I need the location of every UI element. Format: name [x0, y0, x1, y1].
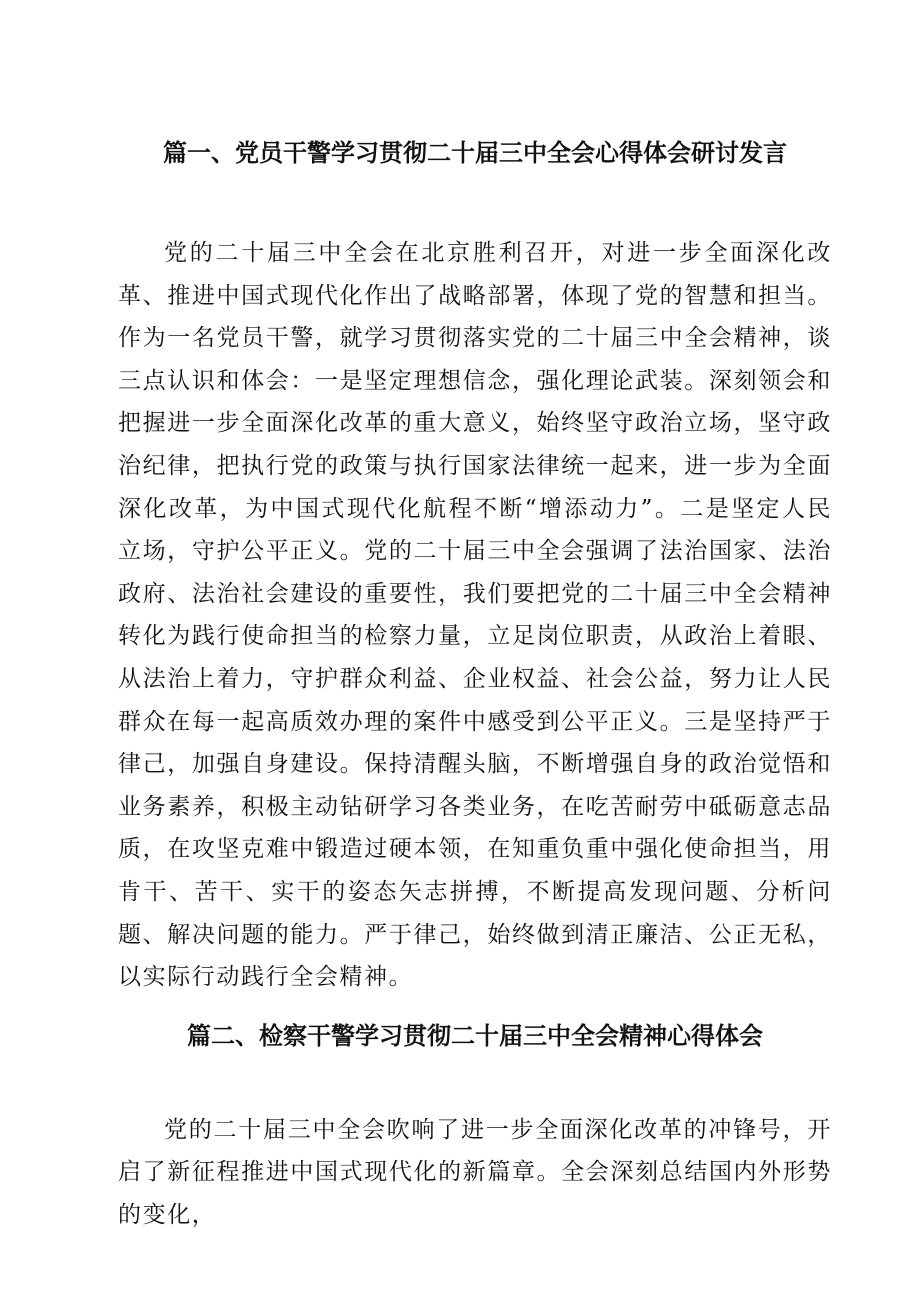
section-2-title: 篇二、检察干警学习贯彻二十届三中全会精神心得体会 — [187, 1021, 763, 1050]
section-2-body: 党的二十届三中全会吹响了进一步全面深化改革的冲锋号，开启了新征程推进中国式现代化的新篇章。全会深刻总结国内外形势的变化， — [118, 1116, 832, 1228]
section-1-body: 党的二十届三中全会在北京胜利召开，对进一步全面深化改革、推进中国式现代化作出了战略部署，体现了党的智慧和担当。作为一名党员干警，就学习贯彻落实党的二十届三中全会精神，谈三点认识和体会：一是坚定理想信念，强化理论武装。深刻领会和把握进一步全面深化改革的重大意义，始终坚守政治立场，坚守政治纪律，把执行党的政策与执行国家法律统一起来，进一步为全面深化改革，为中国式现代化航程不断“增添动力”。二是坚定人民立场，守护公平正义。党的二十届三中全会强调了法治国家、法治政府、法治社会建设的重要性，我们要把党的二十届三中全会精神转化为践行使命担当的检察力量，立足岗位职责，从政治上着眼、从法治上着力，守护群众利益、企业权益、社会公益，努力让人民群众在每一起高质效办理的案件中感受到公平正义。三是坚持严于律己，加强自身建设。保持清醒头脑，不断增强自身的政治觉悟和业务素养，积极主动钻研学习各类业务，在吃苦耐劳中砥砺意志品质，在攻坚克难中锻造过硬本领，在知重负重中强化使命担当，用肯干、苦干、实干的姿态矢志拼搏，不断提高发现问题、分析问题、解决问题的能力。严于律己，始终做到清正廉洁、公正无私，以实际行动践行全会精神。 — [118, 240, 832, 991]
section-1-title: 篇一、党员干警学习贯彻二十届三中全会心得体会研讨发言 — [163, 139, 787, 167]
